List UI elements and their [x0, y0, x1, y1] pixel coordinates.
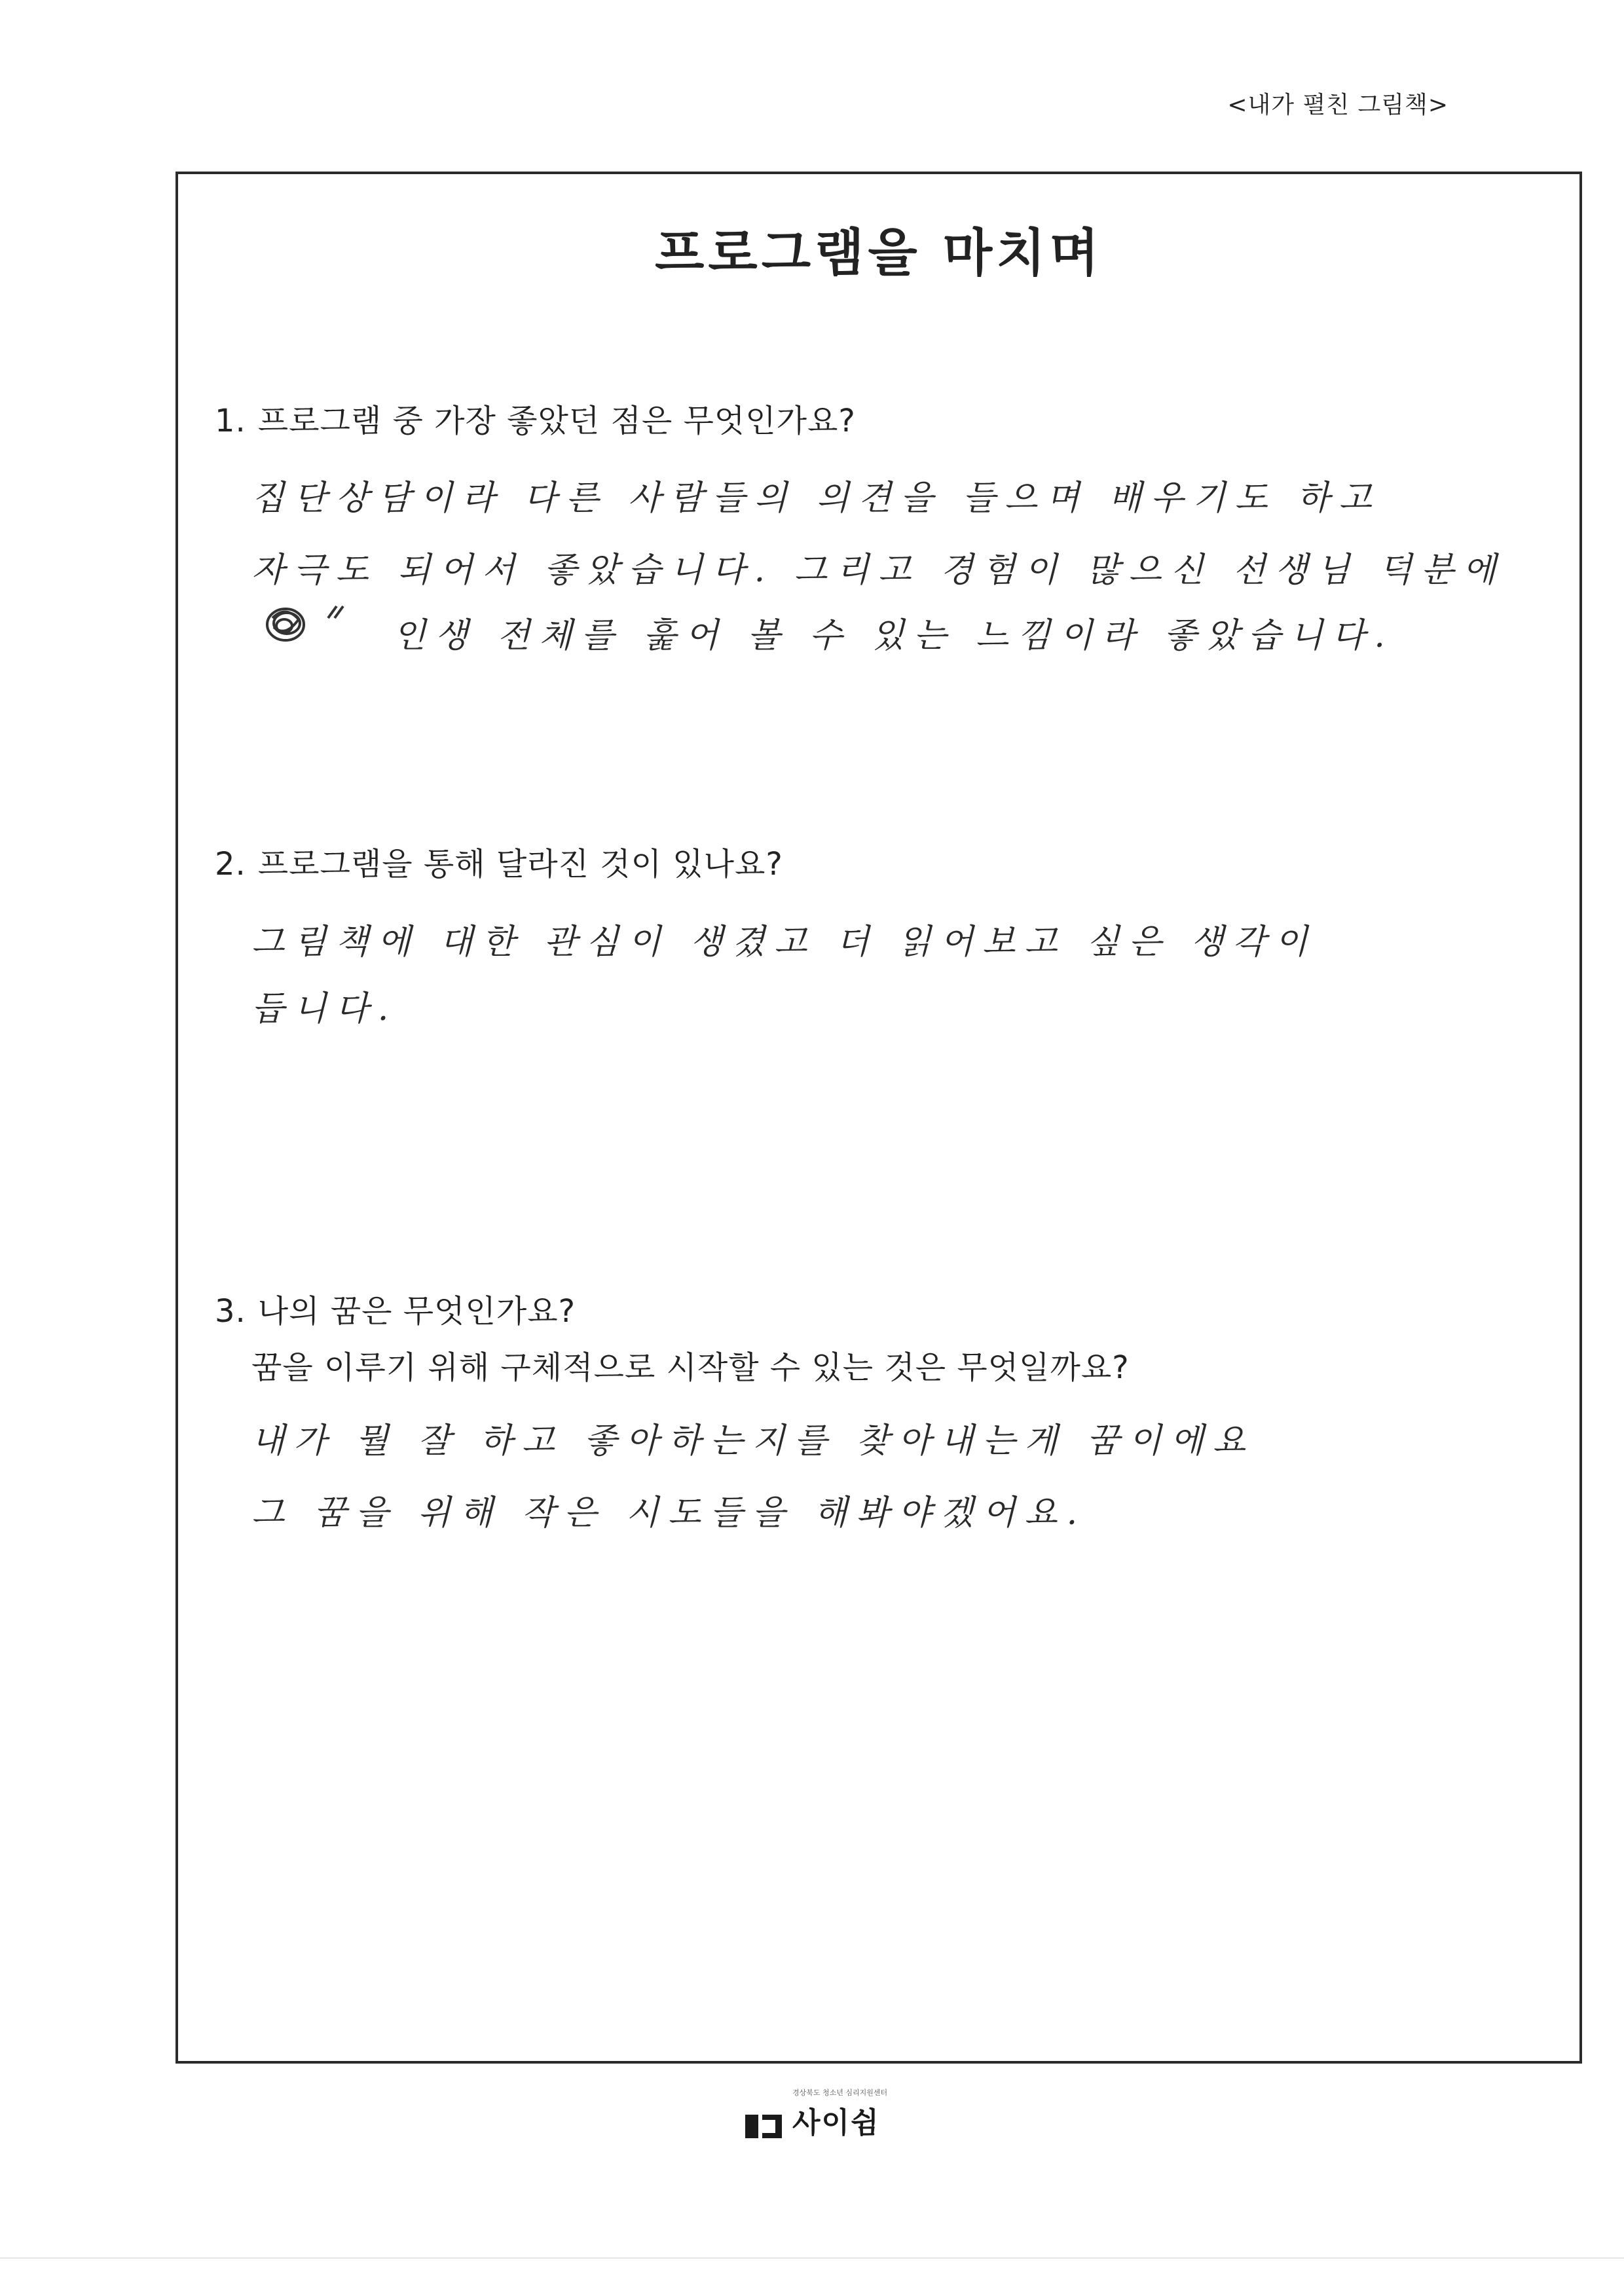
- question-3-subtext: 꿈을 이루기 위해 구체적으로 시작할 수 있는 것은 무엇일까요?: [251, 1349, 1130, 1386]
- scribble-mark-icon: [259, 598, 364, 651]
- answer-2-line-1: 그림책에 대한 관심이 생겼고 더 읽어보고 싶은 생각이: [251, 922, 1317, 962]
- question-1-number: 1.: [215, 403, 246, 439]
- worksheet-title: 프로그램을 마치며: [655, 224, 1103, 283]
- logo-name-text: 사이쉼: [792, 2106, 880, 2140]
- question-2: [215, 839, 783, 884]
- worksheet-frame: [175, 172, 1582, 2064]
- answer-1-line-3: 인생 전체를 훑어 볼 수 있는 느낌이라 좋았습니다.: [393, 616, 1394, 655]
- question-3-text: 나의 꿈은 무엇인가요?: [257, 1293, 576, 1330]
- document-header-tag: <내가 펼친 그림책>: [1227, 92, 1449, 118]
- logo-organization-text: 경상북도 청소년 심리지원센터: [792, 2088, 888, 2097]
- answer-1-line-2: 자극도 되어서 좋았습니다. 그리고 경험이 많으신 선생님 덕분에: [251, 551, 1505, 590]
- question-3-number: 3.: [215, 1293, 246, 1330]
- question-1-text: 프로그램 중 가장 좋았던 점은 무엇인가요?: [257, 403, 856, 439]
- question-2-number: 2.: [215, 846, 246, 883]
- logo-mark-icon: [744, 2112, 783, 2141]
- answer-2-line-2: 듭니다.: [251, 989, 398, 1029]
- answer-1-line-1: 집단상담이라 다른 사람들의 의견을 들으며 배우기도 하고: [251, 479, 1381, 518]
- question-2-text: 프로그램을 통해 달라진 것이 있나요?: [257, 846, 783, 883]
- question-1: [215, 395, 856, 441]
- answer-3-line-2: 그 꿈을 위해 작은 시도들을 해봐야겠어요.: [251, 1493, 1087, 1533]
- question-3: [215, 1286, 576, 1331]
- answer-3-line-1: 내가 뭘 잘 하고 좋아하는지를 찾아내는게 꿈이에요: [251, 1421, 1255, 1461]
- bottom-rule: [0, 2257, 1624, 2259]
- footer-logo: [744, 2087, 887, 2141]
